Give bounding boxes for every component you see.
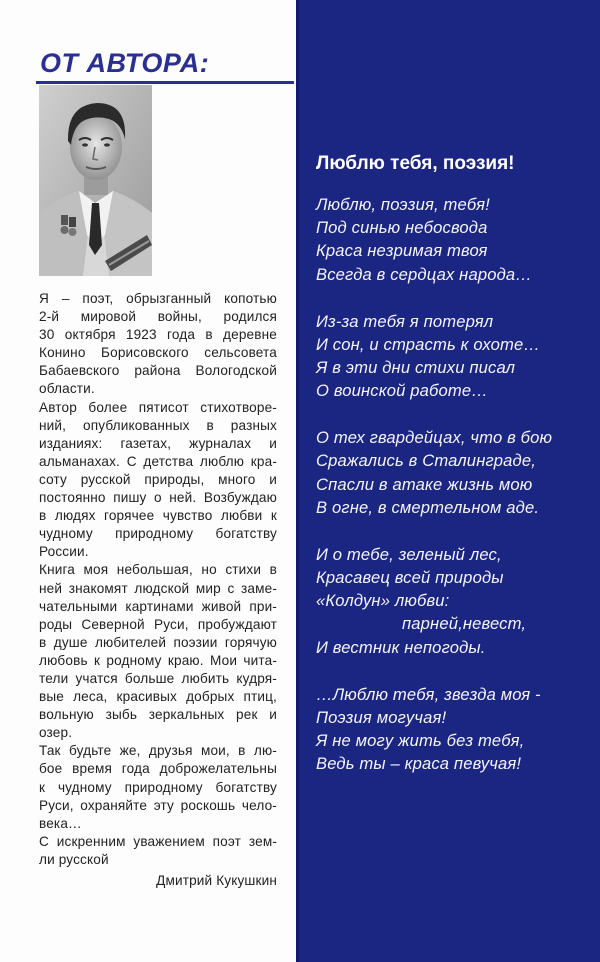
foreword-line: Я – поэт, обрызганный копотью bbox=[39, 291, 277, 306]
poem-line: Люблю, поэзия, тебя! bbox=[316, 195, 490, 214]
foreword-line: в людях горячее чувство любви к bbox=[39, 508, 277, 524]
poem-line: Сражались в Сталинграде, bbox=[316, 451, 537, 471]
foreword-line: изданиях: газетах, журналах и bbox=[39, 435, 277, 451]
poem-stanza bbox=[316, 426, 586, 519]
foreword-line: в душе любителей поэзии горячую bbox=[39, 634, 277, 650]
author-column bbox=[0, 0, 296, 962]
poem-panel bbox=[296, 0, 600, 962]
foreword-line: России. bbox=[39, 544, 89, 560]
foreword-line: ний, опубликованных в разных bbox=[39, 417, 277, 433]
foreword-line: Руси, охраняйте эту роскошь чело- bbox=[39, 797, 277, 813]
poem-line: Краса незримая твоя bbox=[316, 241, 488, 261]
poem-line: «Колдун» любви: bbox=[316, 591, 450, 611]
author-portrait-photo bbox=[39, 85, 152, 276]
foreword-line: озер. bbox=[39, 725, 73, 741]
foreword-line: к чудному природному богатству bbox=[39, 779, 277, 795]
poem-line: И сон, и страсть к охоте… bbox=[316, 334, 541, 354]
author-signature: Дмитрий Кукушкин bbox=[156, 873, 277, 888]
foreword-line: соту русской природы, много и bbox=[39, 471, 277, 487]
foreword-line: вые леса, красивых добрых птиц, bbox=[39, 689, 277, 705]
poem-stanza bbox=[316, 543, 586, 659]
foreword-line: вольную зыбь зеркальных рек и bbox=[39, 707, 277, 723]
foreword-line: чудному природному богатству bbox=[39, 526, 277, 542]
poem-line: И о тебе, зеленый лес, bbox=[316, 544, 502, 564]
foreword-line: чательными картинами живой при- bbox=[39, 598, 277, 614]
poem-line: Я не могу жить без тебя, bbox=[316, 731, 525, 751]
poem-body bbox=[316, 193, 586, 799]
foreword-paragraph bbox=[39, 399, 277, 562]
heading-divider bbox=[36, 81, 294, 84]
foreword-line: тели учатся больше любить кудря- bbox=[39, 670, 277, 686]
poem-line: О воинской работе… bbox=[316, 381, 488, 401]
poem-stanza bbox=[316, 193, 586, 286]
foreword-line: любовь к родному краю. Мои чита- bbox=[39, 652, 277, 668]
poem-line: О тех гвардейцах, что в бою bbox=[316, 428, 553, 448]
foreword-line: Бабаевского района Вологодской bbox=[39, 363, 277, 379]
foreword-line: постоянно пишу о ней. Возбуждаю bbox=[39, 490, 277, 506]
poem-stanza bbox=[316, 683, 586, 776]
poem-line: Спасли в атаке жизнь мою bbox=[316, 474, 533, 494]
poem-line: Поэзия могучая! bbox=[316, 707, 447, 727]
poem-line: И вестник непогоды. bbox=[316, 637, 486, 657]
poem-stanza bbox=[316, 310, 586, 403]
foreword-line: 30 октября 1923 года в деревне bbox=[39, 327, 277, 343]
foreword-line: Так будьте же, друзья мои, в лю- bbox=[39, 743, 277, 759]
poem-line: Я в эти дни стихи писал bbox=[316, 358, 516, 378]
foreword-line: века… bbox=[39, 815, 82, 831]
poem-line: парней,невест, bbox=[402, 614, 527, 634]
foreword-paragraph bbox=[39, 561, 277, 742]
poem-line: Из-за тебя я потерял bbox=[316, 311, 494, 331]
foreword-line: Автор более пятисот стихотворе- bbox=[39, 399, 277, 415]
foreword-line: альманахах. С детства люблю кра- bbox=[39, 453, 277, 469]
poem-line: В огне, в смертельном аде. bbox=[316, 497, 540, 517]
section-heading: ОТ АВТОРА: bbox=[40, 48, 210, 78]
poem-line: Всегда в сердцах народа… bbox=[316, 264, 533, 284]
foreword-line: ли русской bbox=[39, 851, 109, 867]
author-foreword bbox=[39, 290, 277, 890]
foreword-line: роды Северной Руси, пробуждают bbox=[39, 616, 277, 632]
foreword-line: С искренним уважением поэт зем- bbox=[39, 833, 277, 849]
foreword-paragraph bbox=[39, 833, 277, 869]
foreword-paragraph bbox=[39, 290, 277, 399]
poem-title: Люблю тебя, поэзия! bbox=[316, 153, 515, 174]
foreword-line: области. bbox=[39, 381, 95, 397]
foreword-paragraph bbox=[39, 742, 277, 832]
poem-line: Ведь ты – краса певучая! bbox=[316, 754, 522, 774]
foreword-line: ней знакомят людской мир с заме- bbox=[39, 580, 277, 596]
foreword-line: бое время года доброжелательны bbox=[39, 761, 277, 777]
poem-line: Красавец всей природы bbox=[316, 568, 504, 588]
foreword-line: Книга моя небольшая, но стихи в bbox=[39, 562, 277, 578]
foreword-line: 2-й мировой войны, родился bbox=[39, 309, 277, 325]
foreword-line: Конино Борисовского сельсовета bbox=[39, 345, 277, 361]
poem-line: …Люблю тебя, звезда моя - bbox=[316, 684, 541, 704]
poem-line: Под синью небосвода bbox=[316, 218, 488, 238]
